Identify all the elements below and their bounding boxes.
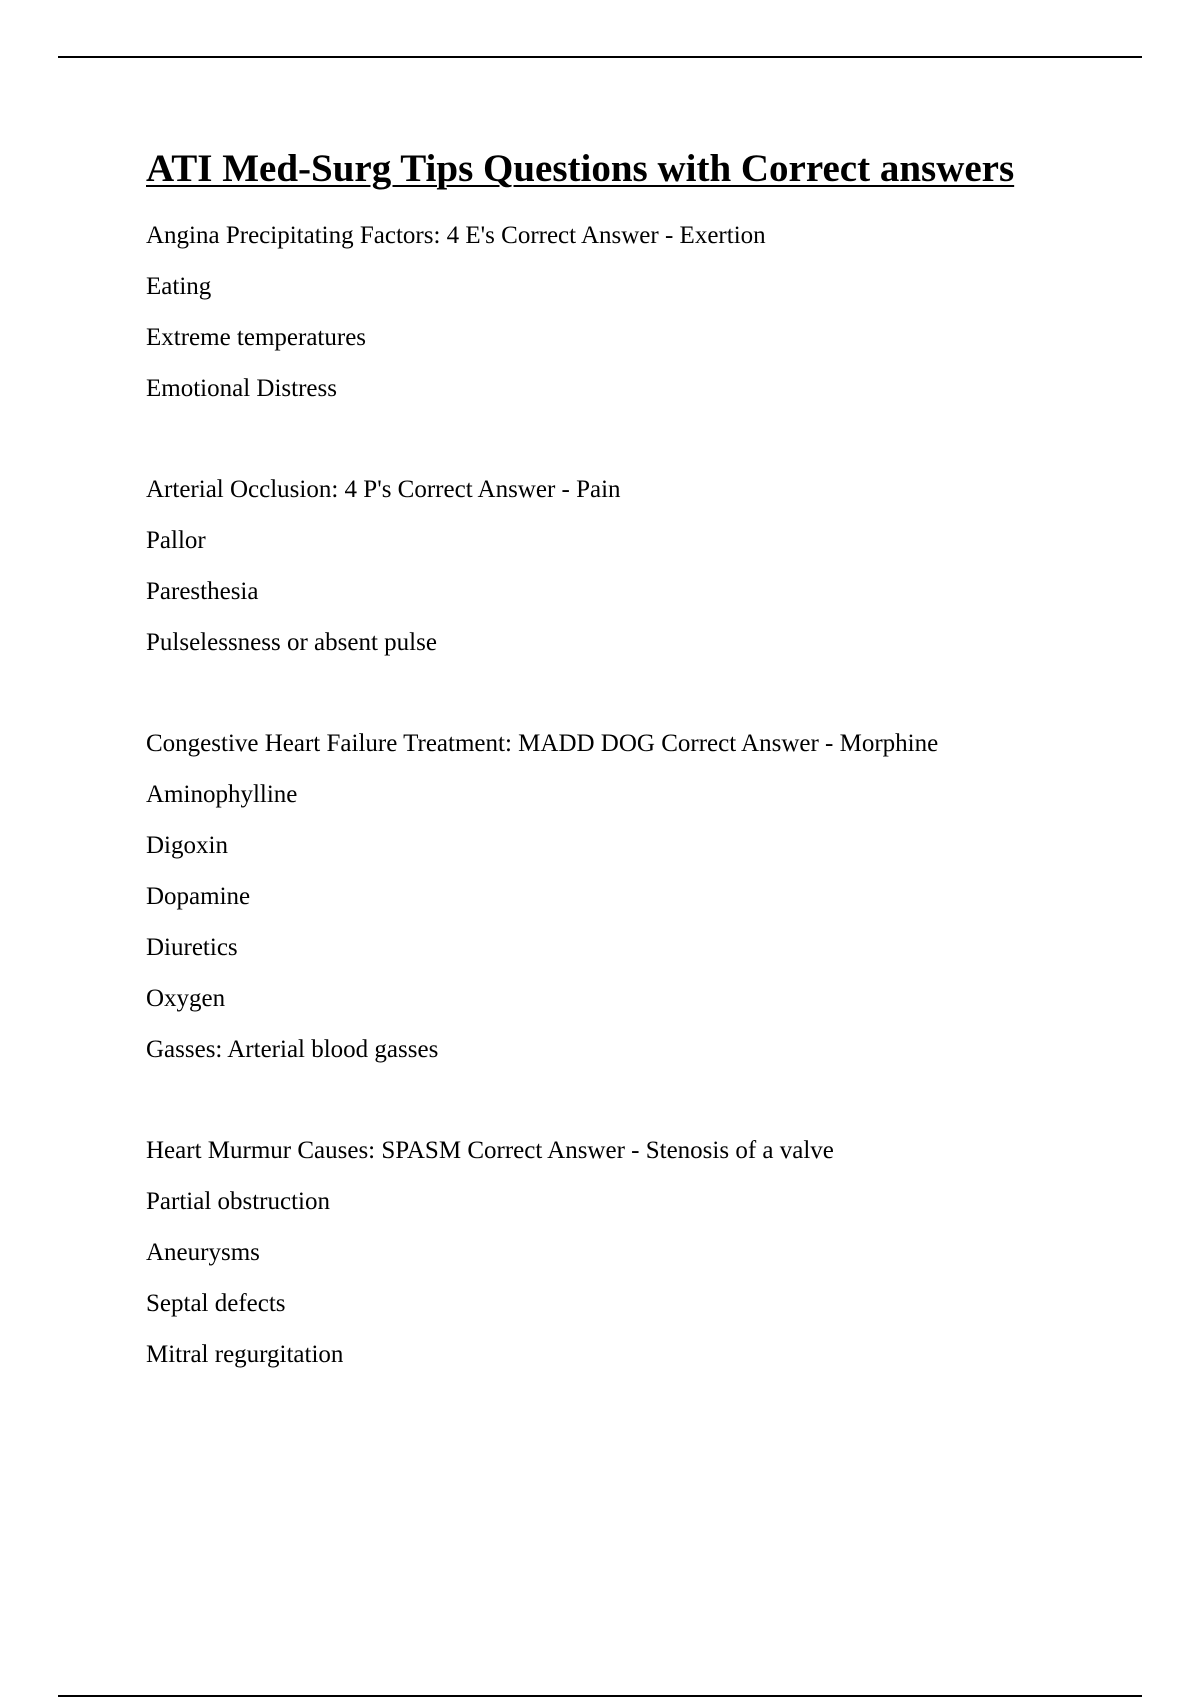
answer-line: Diuretics — [146, 934, 238, 961]
question-line: Arterial Occlusion: 4 P's Correct Answer - Pain — [146, 476, 621, 503]
page-title: ATI Med-Surg Tips Questions with Correct answers — [146, 147, 1015, 190]
answer-line: Mitral regurgitation — [146, 1341, 344, 1368]
question-line: Angina Precipitating Factors: 4 E's Correct Answer - Exertion — [146, 222, 766, 249]
answer-line: Aneurysms — [146, 1239, 260, 1266]
answer-line: Partial obstruction — [146, 1188, 330, 1215]
answer-line: Emotional Distress — [146, 375, 337, 402]
page-top-rule — [58, 56, 1142, 58]
document-body — [146, 142, 1146, 1430]
answer-line: Extreme temperatures — [146, 324, 367, 351]
qa-block-angina — [146, 210, 1146, 414]
answer-line: Aminophylline — [146, 781, 298, 808]
page-bottom-rule — [58, 1695, 1142, 1697]
answer-line: Paresthesia — [146, 578, 259, 605]
question-line: Congestive Heart Failure Treatment: MADD DOG Correct Answer - Morphine — [146, 730, 939, 757]
qa-block-chf-treatment — [146, 718, 1146, 1075]
answer-line: Gasses: Arterial blood gasses — [146, 1036, 439, 1063]
answer-line: Digoxin — [146, 832, 228, 859]
answer-line: Oxygen — [146, 985, 226, 1012]
qa-block-arterial-occlusion — [146, 464, 1146, 668]
answer-line: Septal defects — [146, 1290, 286, 1317]
answer-line: Eating — [146, 273, 212, 300]
answer-line: Dopamine — [146, 883, 251, 910]
question-line: Heart Murmur Causes: SPASM Correct Answer - Stenosis of a valve — [146, 1137, 834, 1164]
answer-line: Pulselessness or absent pulse — [146, 629, 437, 656]
qa-block-heart-murmur — [146, 1125, 1146, 1380]
answer-line: Pallor — [146, 527, 206, 554]
